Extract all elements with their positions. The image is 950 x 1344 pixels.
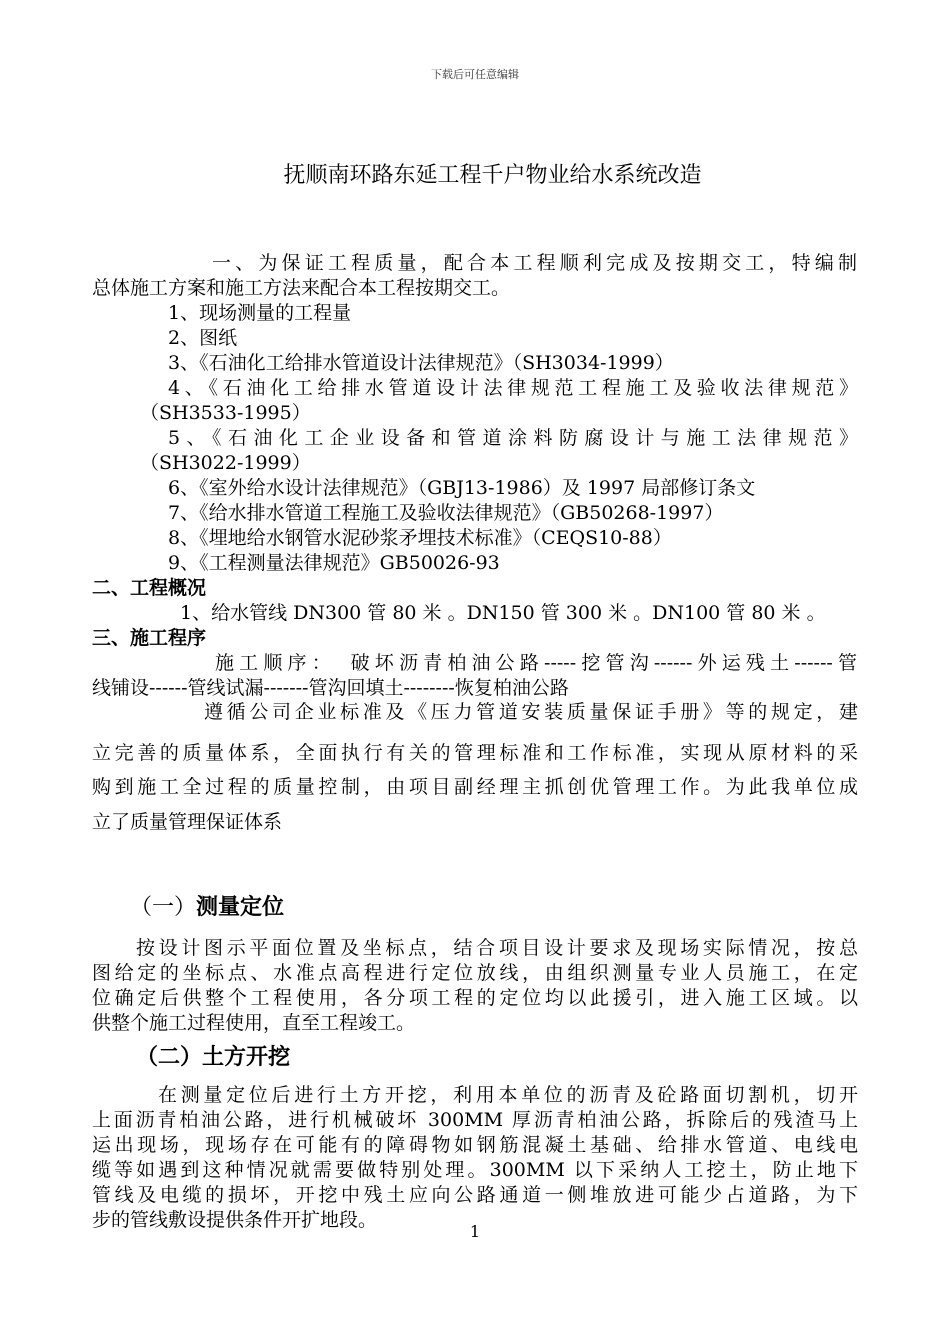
survey-line-2: 图给定的坐标点、水准点高程进行定位放线，由组织测量专业人员施工，在定 [92,962,858,984]
basis-item-2: 2、图纸 [168,327,238,349]
basis-item-8: 8、《埋地给水钢管水泥砂浆矛埋技术标准》（CEQS10-88） [168,527,672,549]
excavation-line-1: 在测量定位后进行土方开挖，利用本单位的沥青及砼路面切割机，切开 [158,1084,858,1106]
subsection-1-prefix: （一） [130,895,197,920]
survey-line-1: 按设计图示平面位置及坐标点，结合项目设计要求及现场实际情况，按总 [136,937,858,959]
intro-line-1: 一、为保证工程质量，配合本工程顺利完成及按期交工，特编制 [212,252,857,274]
header-note: 下载后可任意编辑 [431,68,519,81]
basis-item-9: 9、《工程测量法律规范》GB50026-93 [168,552,500,574]
quality-line-3: 购到施工全过程的质量控制，由项目副经理主抓创优管理工作。为此我单位成 [92,776,858,798]
section-3-heading: 三、施工程序 [92,627,207,649]
basis-item-4-code: （SH3533-1995） [140,402,311,424]
excavation-line-5: 管线及电缆的损坏，开挖中残土应向公路通道一侧堆放进可能少占道路，为下 [92,1184,858,1206]
subsection-1-heading [130,890,284,921]
excavation-line-2: 上面沥青柏油公路，进行机械破坏 300MM 厚沥青柏油公路，拆除后的残渣马上 [92,1109,858,1131]
basis-item-7: 7、《给水排水管道工程施工及验收法律规范》（GB50268-1997） [168,502,724,524]
section-2-text: 1、给水管线 DN300 管 80 米 。DN150 管 300 米 。DN100 管 80 米 。 [180,602,826,624]
basis-item-4: 4、《石油化工给排水管道设计法律规范工程施工及验收法律规范》 [168,377,858,399]
basis-item-1: 1、现场测量的工程量 [168,302,352,324]
basis-item-6: 6、《室外给水设计法律规范》（GBJ13-1986）及 1997 局部修订条文 [168,477,756,499]
quality-line-4: 立了质量管理保证体系 [92,811,283,833]
subsection-1-title: 测量定位 [196,895,285,920]
survey-line-3: 位确定后供整个工程使用，各分项工程的定位均以此援引，进入施工区域。以 [92,987,858,1009]
survey-line-4: 供整个施工过程使用，直至工程竣工。 [92,1012,416,1034]
page-number: 1 [469,1222,481,1241]
excavation-line-3: 运出现场，现场存在可能有的障碍物如钢筋混凝土基础、给排水管道、电线电 [92,1134,858,1156]
basis-item-3: 3、《石油化工给排水管道设计法律规范》（SH3034-1999） [168,352,674,374]
intro-line-2: 总体施工方案和施工方法来配合本工程按期交工。 [92,277,511,299]
sequence-line-2: 线铺设------管线试漏-------管沟回填土--------恢复柏油公路 [92,677,569,699]
excavation-line-6: 步的管线敷设提供条件开扩地段。 [92,1209,378,1231]
basis-item-5-code: （SH3022-1999） [140,452,311,474]
document-title: 抚顺南环路东延工程千户物业给水系统改造 [283,163,702,188]
subsection-2-heading: （二）土方开挖 [136,1045,291,1070]
sequence-line-1: 施工顺序： 破坏沥青柏油公路-----挖管沟------外运残土------管 [215,652,857,674]
section-2-heading: 二、工程概况 [92,577,207,599]
quality-line-2: 立完善的质量体系，全面执行有关的管理标准和工作标准，实现从原材料的采 [92,742,858,764]
excavation-line-4: 缆等如遇到这种情况就需要做特别处理。300MM 以下采纳人工挖土，防止地下 [92,1159,858,1181]
quality-line-1: 遵循公司企业标准及《压力管道安装质量保证手册》等的规定，建 [204,701,858,723]
basis-item-5: 5、《石油化工企业设备和管道涂料防腐设计与施工法律规范》 [168,427,858,449]
